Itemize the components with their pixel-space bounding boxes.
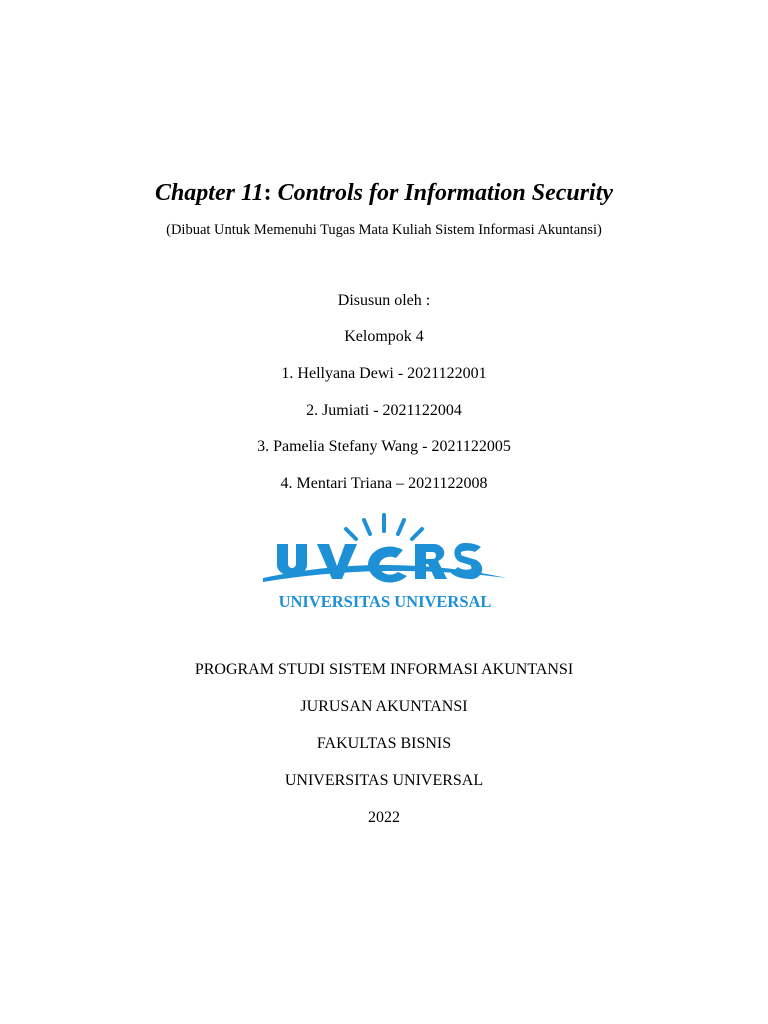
university-name: UNIVERSITAS UNIVERSAL bbox=[284, 772, 484, 789]
logo-university-name: UNIVERSITAS UNIVERSAL bbox=[278, 592, 492, 611]
compiled-by-label: Disusun oleh : bbox=[337, 292, 431, 309]
document-year: 2022 bbox=[368, 809, 400, 826]
university-logo bbox=[255, 506, 515, 618]
faculty-name: FAKULTAS BISNIS bbox=[316, 735, 452, 752]
sun-rays-icon bbox=[346, 515, 422, 539]
department-name: JURUSAN AKUNTANSI bbox=[300, 698, 468, 715]
logo-wordmark-icon bbox=[277, 543, 482, 583]
member-1: 1. Hellyana Dewi - 2021122001 bbox=[281, 365, 487, 382]
group-label: Kelompok 4 bbox=[344, 328, 424, 345]
title-rest: Controls for Information Security bbox=[271, 180, 614, 206]
member-4: 4. Mentari Triana – 2021122008 bbox=[280, 475, 488, 492]
title-colon: : bbox=[263, 180, 272, 206]
program-name: PROGRAM STUDI SISTEM INFORMASI AKUNTANSI bbox=[194, 661, 574, 678]
member-2: 2. Jumiati - 2021122004 bbox=[306, 402, 462, 419]
document-subtitle: (Dibuat Untuk Memenuhi Tugas Mata Kuliah Sistem Informasi Akuntansi) bbox=[166, 222, 602, 238]
document-title bbox=[0, 181, 768, 205]
title-chapter: Chapter 11 bbox=[154, 180, 264, 206]
member-3: 3. Pamelia Stefany Wang - 2021122005 bbox=[257, 438, 511, 455]
